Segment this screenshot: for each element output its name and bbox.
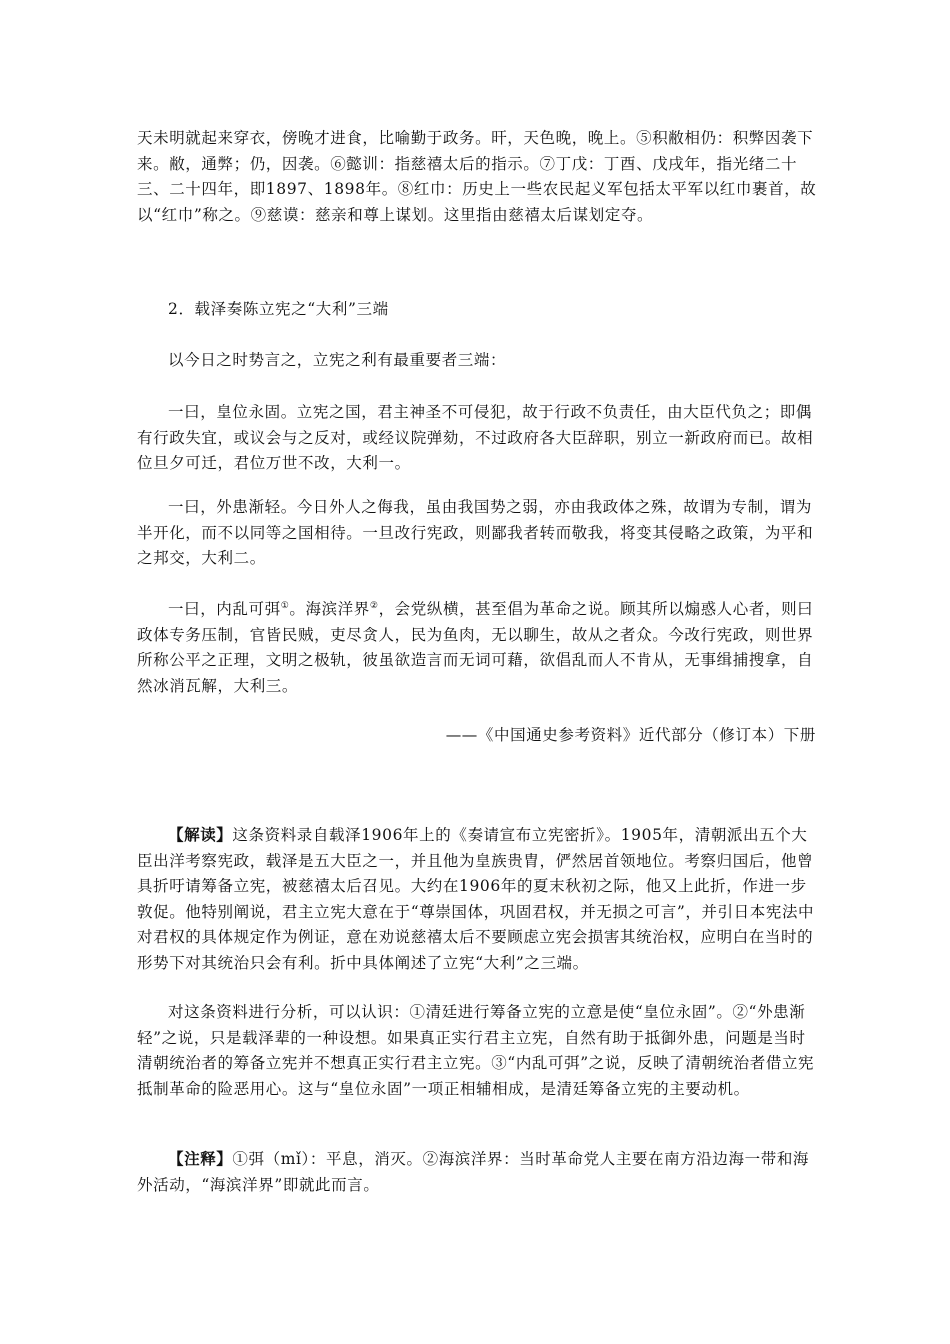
annotation-paragraph [137, 1146, 817, 1198]
annotation-text: ①弭（mǐ）：平息，消灭。②海滨洋界：当时革命党人主要在南方沿边海一带和海外活动，“海滨洋界”即就此而言。 [137, 1150, 810, 1194]
interpretation-paragraph [137, 822, 817, 976]
point-two-paragraph: 一曰，外患渐轻。今日外人之侮我，虽由我国势之弱，亦由我政体之殊，故谓为专制，谓为半开化，而不以同等之国相待。一旦改行宪政，则鄙我者转而敬我，将变其侵略之政策，为平和之邦交，大利二。 [137, 498, 814, 567]
point-three-text-2: 。海滨洋界 [289, 600, 370, 618]
point-one-paragraph: 一曰，皇位永固。立宪之国，君主神圣不可侵犯，故于行政不负责任，由大臣代负之；即偶有行政失宜，或议会与之反对，或经议院弹劾，不过政府各大臣辞职，别立一新政府而已。故相位旦夕可迁，君位万世不改，大利一。 [137, 403, 814, 472]
section-heading: 2．载泽奏陈立宪之“大利”三端 [168, 300, 389, 318]
footnote-marker-2: ② [369, 600, 379, 611]
point-three-text-3: ，会党纵横，甚至倡为革命之说。顾其所以煽惑人心者，则曰政体专务压制，官皆民贼，吏尽贪人，民为鱼肉，无以聊生，故从之者众。今改行宪政，则世界所称公平之正理，文明之极轨，彼虽欲造言而无词可藉，欲倡乱而人不肯从，无事缉捕搜拿，自然冰消瓦解，大利三。 [137, 600, 814, 695]
notes-continued-paragraph: 天未明就起来穿衣，傍晚才进食，比喻勤于政务。旰，天色晚，晚上。⑤积敝相仍：积弊因袭下来。敝，通弊；仍，因袭。⑥懿训：指慈禧太后的指示。⑦丁戊：丁酉、戊戌年，指光绪二十三、二十四年，即1897、1898年。⑧红巾：历史上一些农民起义军包括太平军以红巾裹首，故以“红巾”称之。⑨慈谟：慈亲和尊上谋划。这里指由慈禧太后谋划定夺。 [137, 129, 817, 224]
footnote-marker-1: ① [280, 600, 290, 611]
point-three-text-1: 一曰，内乱可弭 [168, 600, 281, 618]
interpretation-text: 这条资料录自载泽1906年上的《奏请宣布立宪密折》。1905年，清朝派出五个大臣出洋考察宪政，载泽是五大臣之一，并且他为皇族贵胄，俨然居首领地位。考察归国后，他曾具折吁请筹备立宪，被慈禧太后召见。大约在1906年的夏末秋初之际，他又上此折，作进一步敦促。他特别阐说，君主立宪大意在于“尊崇国体，巩固君权，并无损之可言”，并引日本宪法中对君权的具体规定作为例证，意在劝说慈禧太后不要顾虑立宪会损害其统治权，应明白在当时的形势下对其统治只会有利。折中具体阐述了立宪“大利”之三端。 [137, 826, 815, 972]
interpretation-label: 【解读】 [168, 825, 233, 844]
intro-paragraph: 以今日之时势言之，立宪之利有最重要者三端： [168, 351, 507, 369]
source-citation: ——《中国通史参考资料》近代部分（修订本）下册 [445, 726, 816, 744]
point-three-paragraph [137, 597, 817, 699]
analysis-paragraph: 对这条资料进行分析，可以认识：①清廷进行筹备立宪的立意是使“皇位永固”。②“外患渐轻”之说，只是载泽辈的一种设想。如果真正实行君主立宪，自然有助于抵御外患，问题是当时清朝统治者的筹备立宪并不想真正实行君主立宪。③“内乱可弭”之说，反映了清朝统治者借立宪抵制革命的险恶用心。这与“皇位永固”一项正相辅相成，是清廷筹备立宪的主要动机。 [137, 1003, 815, 1098]
annotation-label: 【注释】 [168, 1149, 233, 1168]
